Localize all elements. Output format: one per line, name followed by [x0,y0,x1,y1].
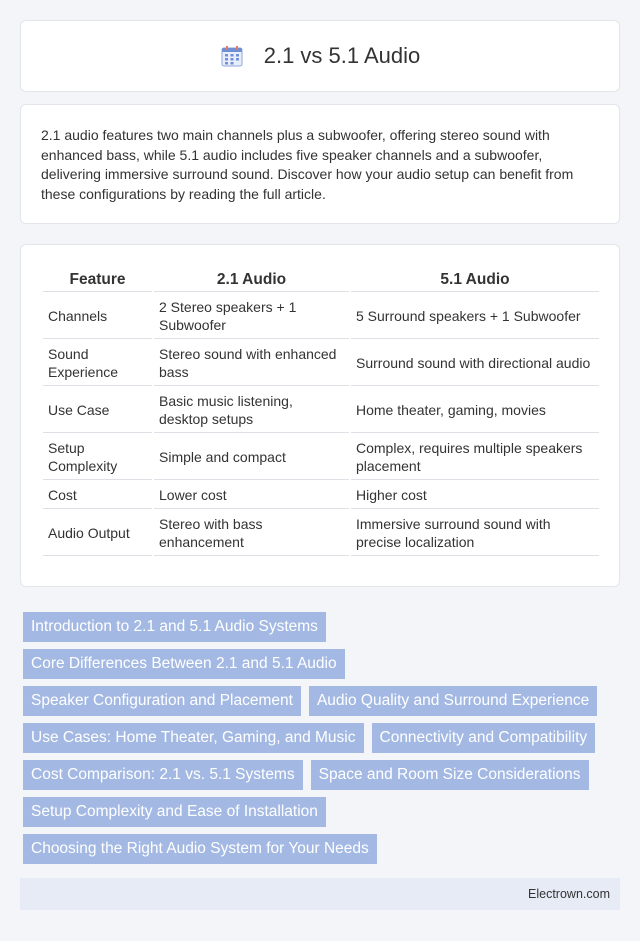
topic-row [23,612,623,642]
topic-tag-connectivity[interactable]: Connectivity and Compatibility [372,723,596,753]
topic-row [23,686,623,716]
table-cell: Home theater, gaming, movies [351,388,599,433]
table-cell: Cost [43,482,152,509]
table-row [43,341,599,386]
topic-tag-speaker-configuration[interactable]: Speaker Configuration and Placement [23,686,301,716]
table-cell: 5 Surround speakers + 1 Subwoofer [351,294,599,339]
topic-tags [23,612,623,871]
topic-tag-use-cases[interactable]: Use Cases: Home Theater, Gaming, and Music [23,723,364,753]
topic-tag-core-differences[interactable]: Core Differences Between 2.1 and 5.1 Audio [23,649,345,679]
topic-tag-audio-quality[interactable]: Audio Quality and Surround Experience [309,686,597,716]
comparison-table-card [20,244,620,587]
table-cell: Stereo with bass enhancement [154,511,349,556]
topic-row [23,797,623,827]
intro-card [20,104,620,224]
topic-row [23,760,623,790]
page-title: 2.1 vs 5.1 Audio [263,43,421,68]
table-cell: Stereo sound with enhanced bass [154,341,349,386]
footer [20,878,620,910]
topic-tag-cost-comparison[interactable]: Cost Comparison: 2.1 vs. 5.1 Systems [23,760,303,790]
table-row [43,435,599,480]
table-cell: Audio Output [43,511,152,556]
intro-text: 2.1 audio features two main channels plus a subwoofer, offering stereo sound with enhanced bass, while 5.1 audio includes five speaker channels and a subwoofer, delivering immersive surround sound. Discover how your audio setup can benefit from these configurations by reading the full article. [41,127,574,202]
column-header: 2.1 Audio [154,267,349,292]
table-cell: Use Case [43,388,152,433]
topic-tag-choosing-system[interactable]: Choosing the Right Audio System for Your Needs [23,834,377,864]
footer-site-name: Electrown.com [528,887,610,901]
column-header: 5.1 Audio [351,267,599,292]
table-cell: Simple and compact [154,435,349,480]
table-cell: Complex, requires multiple speakers placement [351,435,599,480]
table-cell: Channels [43,294,152,339]
table-row [43,388,599,433]
topic-row [23,649,623,679]
table-row [43,511,599,556]
table-cell: Immersive surround sound with precise localization [351,511,599,556]
table-cell: Basic music listening, desktop setups [154,388,349,433]
topic-tag-introduction[interactable]: Introduction to 2.1 and 5.1 Audio Systems [23,612,326,642]
table-cell: 2 Stereo speakers + 1 Subwoofer [154,294,349,339]
comparison-table [41,265,601,558]
table-cell: Setup Complexity [43,435,152,480]
topic-tag-space-room-size[interactable]: Space and Room Size Considerations [311,760,589,790]
table-cell: Lower cost [154,482,349,509]
table-header-row [43,267,599,292]
table-row [43,294,599,339]
topic-row [23,834,623,864]
table-cell: Sound Experience [43,341,152,386]
column-header: Feature [43,267,152,292]
topic-tag-setup-complexity[interactable]: Setup Complexity and Ease of Installation [23,797,326,827]
table-cell: Surround sound with directional audio [351,341,599,386]
topic-row [23,723,623,753]
calendar-grid-icon [220,44,244,68]
table-cell: Higher cost [351,482,599,509]
table-row [43,482,599,509]
title-card [20,20,620,92]
